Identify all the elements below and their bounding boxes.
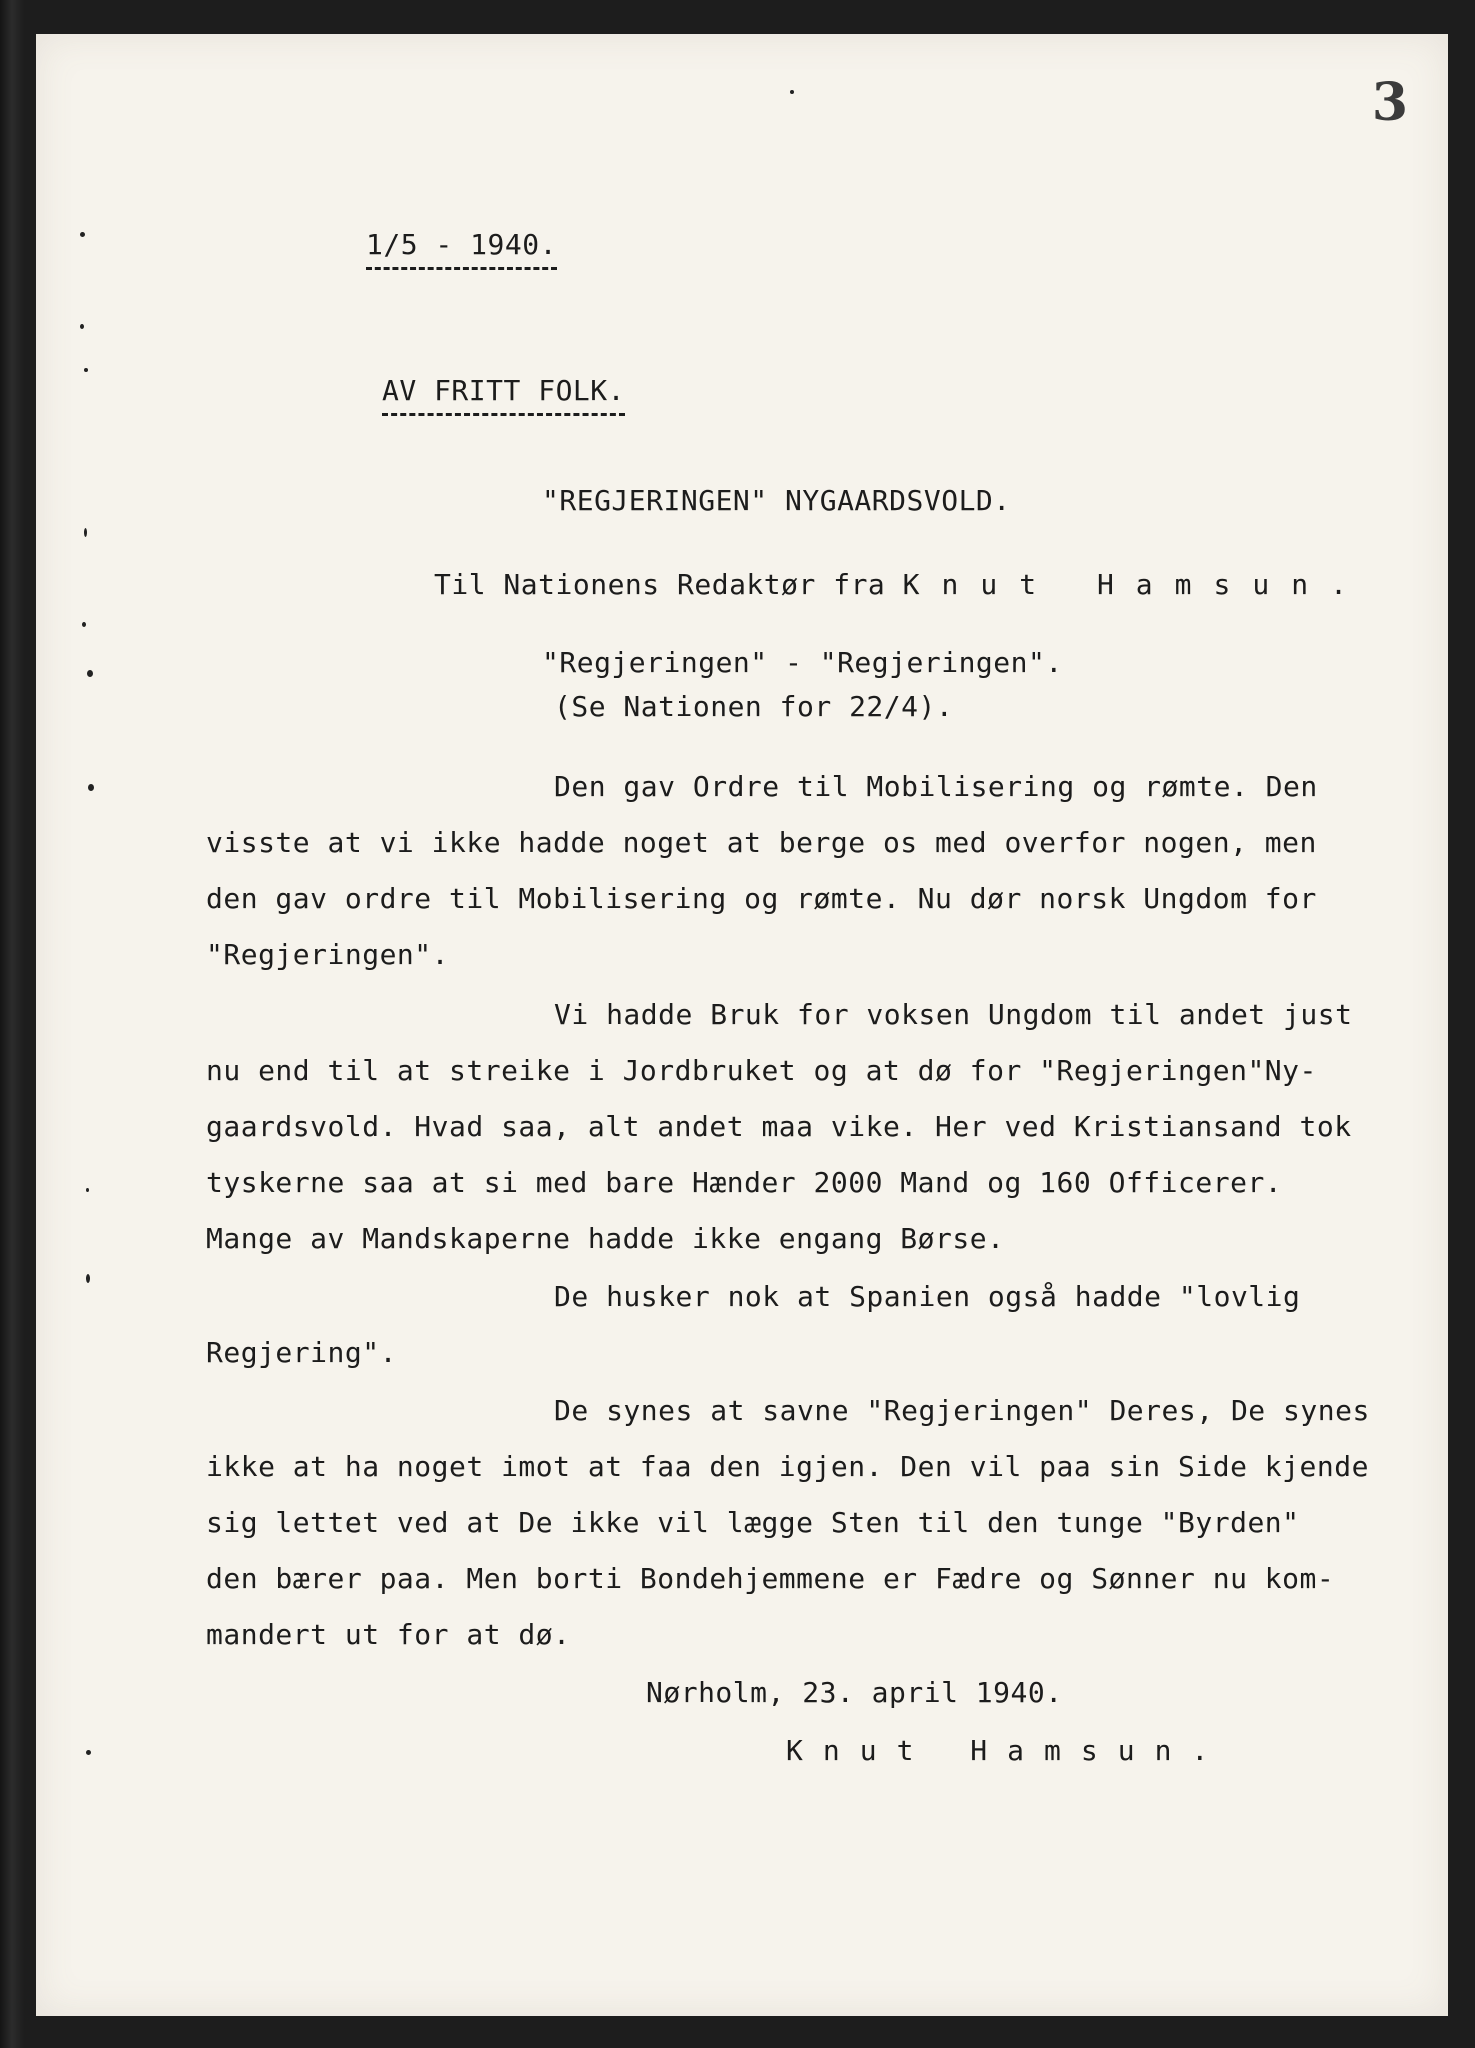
body-line: "Regjeringen". bbox=[206, 938, 450, 971]
body-line: nu end til at streike i Jordbruket og at dø for "Regjeringen"Ny- bbox=[206, 1054, 1317, 1087]
margin-mark bbox=[82, 622, 86, 627]
body-line: gaardsvold. Hvad saa, alt andet maa vike. Her ved Kristiansand tok bbox=[206, 1110, 1352, 1143]
body-line: ikke at ha noget imot at faa den igjen. Den vil paa sin Side kjende bbox=[206, 1450, 1369, 1483]
margin-mark bbox=[87, 670, 93, 677]
document-page bbox=[36, 34, 1448, 2016]
page-number: 3 bbox=[1371, 72, 1408, 133]
margin-mark bbox=[84, 368, 88, 372]
date-line: 1/5 - 1940. bbox=[366, 228, 557, 270]
byline-prefix: Til Nationens Redaktør fra bbox=[434, 568, 903, 601]
signature: Knut Hamsun. bbox=[786, 1734, 1229, 1767]
body-line: Den gav Ordre til Mobilisering og rømte. Den bbox=[554, 770, 1318, 803]
margin-mark bbox=[86, 1188, 89, 1192]
body-line: De synes at savne "Regjeringen" Deres, De synes bbox=[554, 1394, 1370, 1427]
body-line: Mange av Mandskaperne hadde ikke engang Børse. bbox=[206, 1222, 1005, 1255]
margin-mark bbox=[80, 232, 85, 237]
body-line: Vi hadde Bruk for voksen Ungdom til andet just bbox=[554, 998, 1353, 1031]
body-line: den bærer paa. Men borti Bondehjemmene er Fædre og Sønner nu kom- bbox=[206, 1562, 1335, 1595]
reference-line: (Se Nationen for 22/4). bbox=[554, 690, 954, 723]
byline bbox=[434, 568, 1369, 601]
quote-line: "Regjeringen" - "Regjeringen". bbox=[542, 646, 1063, 679]
margin-mark bbox=[84, 528, 87, 537]
margin-mark bbox=[80, 324, 84, 329]
section-title: AV FRITT FOLK. bbox=[382, 374, 625, 416]
byline-author: Knut Hamsun. bbox=[902, 568, 1369, 601]
margin-mark bbox=[88, 784, 94, 791]
body-line: visste at vi ikke hadde noget at berge os med overfor nogen, men bbox=[206, 826, 1317, 859]
body-line: mandert ut for at dø. bbox=[206, 1618, 571, 1651]
body-line: den gav ordre til Mobilisering og rømte. Nu dør norsk Ungdom for bbox=[206, 882, 1317, 915]
headline: "REGJERINGEN" NYGAARDSVOLD. bbox=[542, 484, 1011, 517]
body-line: tyskerne saa at si med bare Hænder 2000 Mand og 160 Officerer. bbox=[206, 1166, 1283, 1199]
margin-mark bbox=[86, 1274, 90, 1283]
body-line: Regjering". bbox=[206, 1336, 397, 1369]
margin-mark bbox=[790, 90, 794, 94]
place-date: Nørholm, 23. april 1940. bbox=[646, 1676, 1063, 1709]
margin-mark bbox=[86, 1750, 91, 1755]
body-line: sig lettet ved at De ikke vil lægge Sten til den tunge "Byrden" bbox=[206, 1506, 1300, 1539]
body-line: De husker nok at Spanien også hadde "lovlig bbox=[554, 1280, 1301, 1313]
